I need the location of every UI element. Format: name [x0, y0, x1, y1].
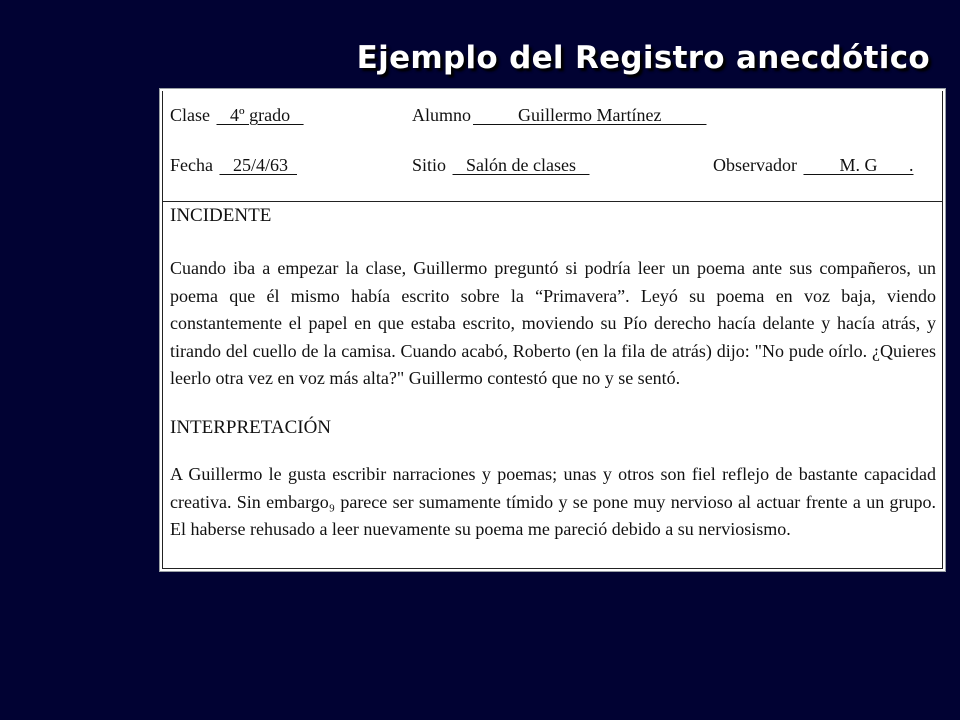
field-observador-value: M. G .	[803, 155, 914, 175]
field-fecha	[170, 155, 297, 176]
header-divider	[163, 201, 942, 202]
field-clase-value: 4º grado	[216, 105, 304, 125]
anecdotal-record-form	[159, 88, 946, 572]
interpretacion-heading: INTERPRETACIÓN	[170, 417, 332, 438]
field-clase-label: Clase	[170, 105, 210, 125]
field-sitio-value: Salón de clases	[452, 155, 590, 175]
field-observador	[713, 155, 914, 176]
slide-title: Ejemplo del Registro anecdótico	[356, 40, 930, 76]
incidente-heading: INCIDENTE	[170, 205, 272, 226]
field-observador-label: Observador	[713, 155, 797, 175]
field-fecha-value: 25/4/63	[219, 155, 297, 175]
field-fecha-label: Fecha	[170, 155, 213, 175]
field-sitio	[412, 155, 589, 176]
field-alumno-label: Alumno	[412, 105, 472, 125]
field-alumno	[412, 105, 706, 126]
record-form-inner	[162, 91, 943, 569]
incidente-text: Cuando iba a empezar la clase, Guillermo preguntó si podría leer un poema ante sus compañeros, un poema que él mismo había escrito sobre la “Primavera”. Leyó su poema en voz baja, viendo constantemente el papel en que estaba escrito, moviendo su Pío derecho hacía delante y hacía atrás, y tirando del cuello de la camisa. Cuando acabó, Roberto (en la fila de atrás) dijo: "No pude oírlo. ¿Quieres leerlo otra vez en voz más alta?" Guillermo contestó que no y se sentó.	[170, 258, 936, 388]
field-sitio-label: Sitio	[412, 155, 447, 175]
field-alumno-value: Guillermo Martínez	[473, 105, 707, 125]
field-clase	[170, 105, 304, 126]
interpretacion-text: A Guillermo le gusta escribir narraciones y poemas; unas y otros son fiel reflejo de bastante capacidad creativa. Sin embargo₉ parece ser sumamente tímido y se pone muy nervioso al actuar frente a un grupo. El haberse rehusado a leer nuevamente su poema me pareció debido a su nerviosismo.	[170, 464, 936, 539]
